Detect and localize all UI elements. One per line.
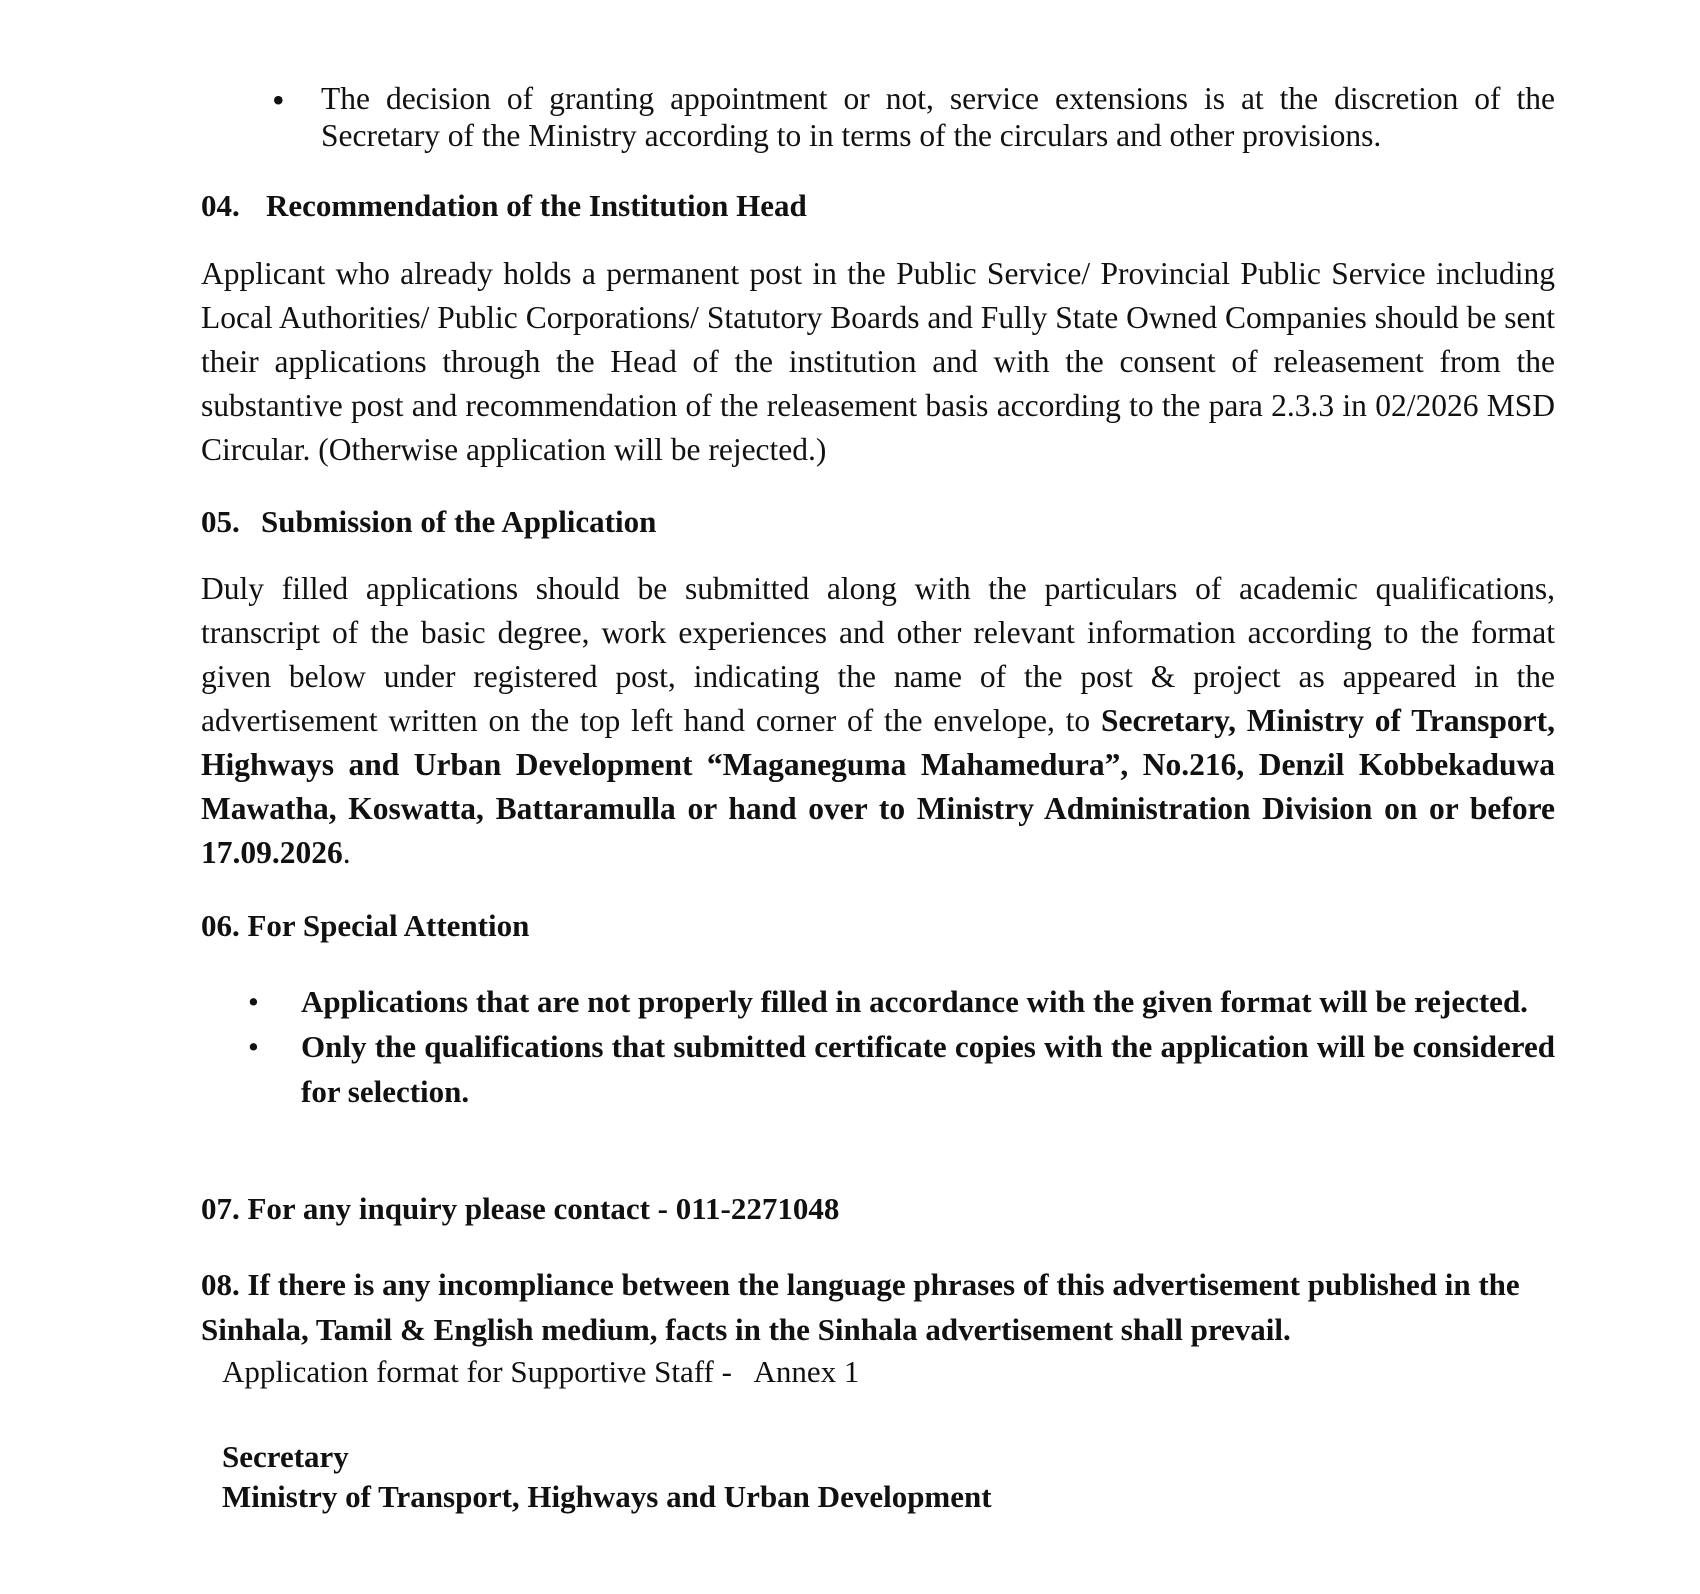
list-item xyxy=(201,979,1555,1024)
list-item-text: Applications that are not properly filled in accordance with the given format will be rejected. xyxy=(301,984,1528,1019)
list-item xyxy=(201,1024,1555,1114)
addressee-title: Secretary xyxy=(222,1439,349,1474)
section-05-body-end: . xyxy=(342,835,351,870)
section-05-body-plain: Duly filled applications should be submitted along with the particulars of academic qualifications, transcript of the basic degree, work experiences and other relevant information according to the format given below under registered post, indicating the name of the post & project as appeared in the advertisement written on the top left hand corner of the envelope, to xyxy=(201,571,1555,738)
discretion-bullet-text: The decision of granting appointment or not, service extensions is at the discretion of the Secretary of the Ministry according to in terms of the circulars and other provisions. xyxy=(321,81,1555,153)
section-06-heading: 06. For Special Attention xyxy=(201,908,530,943)
section-04-body: Applicant who already holds a permanent post in the Public Service/ Provincial Public Service including Local Authorities/ Public Corporations/ Statutory Boards and Fully State Owned Companies should be sent their applications through the Head of the institution and with the consent of releasement from the substantive post and recommendation of the releasement basis according to the para 2.3.3 in 02/2026 MSD Circular. (Otherwise application will be rejected.) xyxy=(201,256,1555,467)
bullet-icon: • xyxy=(272,80,285,120)
section-05-heading xyxy=(201,502,656,542)
bullet-icon: • xyxy=(248,984,259,1019)
annex-format-line: Application format for Supportive Staff - Annex 1 xyxy=(222,1354,860,1389)
section-07-contact: 07. For any inquiry please contact - 011-2271048 xyxy=(201,1191,840,1226)
section-05-number: 05. xyxy=(201,504,240,539)
section-04-title: Recommendation of the Institution Head xyxy=(266,188,807,223)
bullet-icon: • xyxy=(248,1029,259,1064)
section-04-heading xyxy=(201,186,807,226)
special-attention-list xyxy=(201,979,1555,1114)
section-05-body xyxy=(201,567,1555,875)
section-08-text: 08. If there is any incompliance between the language phrases of this advertisement published in the Sinhala, Tamil & English medium, facts in the Sinhala advertisement shall prevail. xyxy=(201,1267,1520,1347)
section-05-title: Submission of the Application xyxy=(261,504,657,539)
addressee-organization: Ministry of Transport, Highways and Urban Development xyxy=(222,1479,992,1514)
list-item-text: Only the qualifications that submitted certificate copies with the application will be considered for selection. xyxy=(301,1029,1555,1109)
section-04-number: 04. xyxy=(201,188,240,223)
section-05-address: Secretary, Ministry of Transport, Highways and Urban Development “Maganeguma Mahamedura”, No.216, Denzil Kobbekaduwa Mawatha, Koswatta, Battaramulla or hand over to Ministry Administration Division on or before 17.09.2026 xyxy=(201,703,1555,870)
